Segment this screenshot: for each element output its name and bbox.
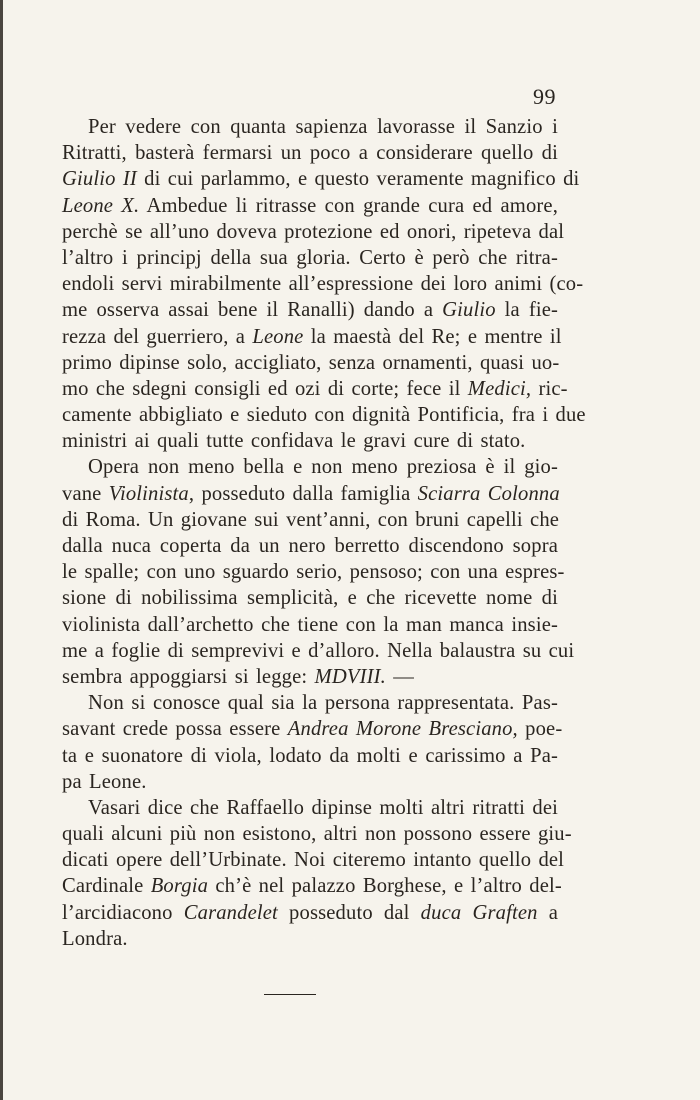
text-run: ch’è nel palazzo Borghese, e l’altro del-	[208, 875, 562, 898]
text-line	[62, 716, 563, 742]
text-run: a	[537, 901, 558, 924]
text-line	[62, 454, 558, 480]
italic-text-run: Sciarra Colonna	[417, 482, 560, 505]
text-run: mo che sdegni consigli ed ozi di corte; fece il	[62, 377, 468, 400]
italic-text-run: Giulio II	[62, 168, 137, 191]
text-run: Non si conosce qual sia la persona rappresentata. Pas-	[88, 692, 558, 715]
text-run: ta e suonatore di viola, lodato da molti e carissimo a Pa-	[62, 744, 558, 767]
text-run: rezza del guerriero, a	[62, 325, 253, 348]
italic-text-run: MDVIII.	[314, 665, 386, 688]
text-run: Ritratti, basterà fermarsi un poco a considerare quello di	[62, 142, 558, 165]
text-line	[62, 821, 572, 847]
page-binding-edge	[0, 0, 3, 1100]
text-run: Vasari dice che Raffaello dipinse molti altri ritratti dei	[88, 796, 558, 819]
text-run: primo dipinse solo, accigliato, senza ornamenti, quasi uo-	[62, 351, 560, 374]
text-run: di Roma. Un giovane sui vent’anni, con bruni capelli che	[62, 508, 560, 531]
text-run: perchè se all’uno doveva protezione ed onori, ripeteva dal	[62, 220, 565, 243]
text-run: vane	[62, 482, 109, 505]
text-line	[62, 559, 565, 585]
text-run: dalla nuca coperta da un nero berretto discendono sopra	[62, 535, 558, 557]
text-run: —	[385, 665, 414, 688]
text-line	[62, 900, 558, 926]
text-line	[62, 402, 586, 428]
text-line	[62, 507, 558, 533]
italic-text-run: Medici,	[467, 377, 532, 400]
text-run: l’arcidiacono	[62, 901, 184, 924]
text-line	[62, 324, 562, 350]
italic-text-run: Andrea Morone Bresciano,	[287, 718, 518, 741]
text-run: la maestà del Re; e mentre il	[303, 325, 562, 348]
text-line	[62, 297, 558, 323]
text-run: , posseduto dalla famiglia	[188, 482, 418, 505]
text-run: l’altro i principj della sua gloria. Certo è però che ritra-	[62, 246, 558, 269]
text-line	[62, 638, 575, 664]
text-line	[62, 428, 558, 454]
italic-text-run: Borgia	[150, 875, 209, 898]
text-line	[62, 140, 558, 166]
text-run: ric-	[531, 377, 568, 400]
text-line	[62, 533, 558, 559]
text-line	[62, 743, 558, 769]
text-line	[62, 795, 558, 821]
italic-text-run: Violinista	[108, 482, 189, 505]
text-line	[62, 271, 584, 297]
text-line	[62, 612, 558, 638]
text-run: camente abbigliato e sieduto con dignità Pontificia, fra i due	[62, 404, 586, 427]
text-run: poe-	[517, 718, 563, 741]
text-line	[62, 585, 558, 611]
text-run: me a foglie di semprevivi e d’alloro. Nella balaustra su cui	[62, 639, 575, 662]
text-run: la fie-	[495, 299, 559, 322]
text-line	[62, 926, 558, 952]
text-line	[62, 166, 580, 192]
text-line	[62, 690, 558, 716]
text-run: Cardinale	[62, 875, 151, 898]
text-run: Ambedue li ritrasse con grande cura ed amore,	[139, 194, 558, 217]
text-line	[62, 873, 562, 899]
text-run: Per vedere con quanta sapienza lavorasse il Sanzio i	[88, 116, 558, 138]
text-line	[62, 219, 565, 245]
text-run: posseduto dal	[277, 901, 421, 924]
text-run: violinista dall’archetto che tiene con la man manca insie-	[62, 613, 558, 636]
text-line	[62, 481, 558, 507]
text-line	[62, 664, 558, 690]
text-line	[62, 847, 565, 873]
text-run: me osserva assai bene il Ranalli) dando a	[62, 299, 443, 322]
body-text	[62, 114, 586, 952]
text-line	[62, 350, 558, 376]
text-line	[62, 376, 568, 402]
text-run: le spalle; con uno sguardo serio, pensoso; con una espres-	[62, 561, 565, 584]
text-run: dicati opere dell’Urbinate. Noi citeremo intanto quello del	[62, 849, 565, 872]
italic-text-run: Carandelet	[183, 901, 278, 924]
text-run: di cui parlammo, e questo veramente magnifico di	[136, 168, 580, 191]
text-run: Londra.	[62, 927, 128, 950]
text-run: pa Leone.	[62, 770, 147, 793]
italic-text-run: Giulio	[442, 299, 496, 322]
italic-text-run: Leone	[252, 325, 304, 348]
italic-text-run: Leone X.	[62, 194, 140, 217]
italic-text-run: duca Graften	[420, 901, 538, 924]
text-run: quali alcuni più non esistono, altri non possono essere giu-	[62, 823, 572, 846]
section-rule	[264, 994, 316, 995]
text-run: savant crede possa essere	[62, 718, 288, 741]
text-line	[62, 769, 558, 795]
text-run: sembra appoggiarsi si legge:	[62, 665, 315, 688]
text-line	[62, 245, 558, 271]
text-line	[62, 193, 558, 219]
text-run: ministri ai quali tutte confidava le gravi cure di stato.	[62, 430, 526, 453]
text-run: endoli servi mirabilmente all’espressione dei loro animi (co-	[62, 273, 584, 296]
text-line	[62, 114, 558, 140]
text-run: Opera non meno bella e non meno preziosa è il gio-	[88, 456, 558, 479]
text-run: sione di nobilissima semplicità, e che ricevette nome di	[62, 587, 558, 610]
page-number: 99	[533, 84, 556, 109]
